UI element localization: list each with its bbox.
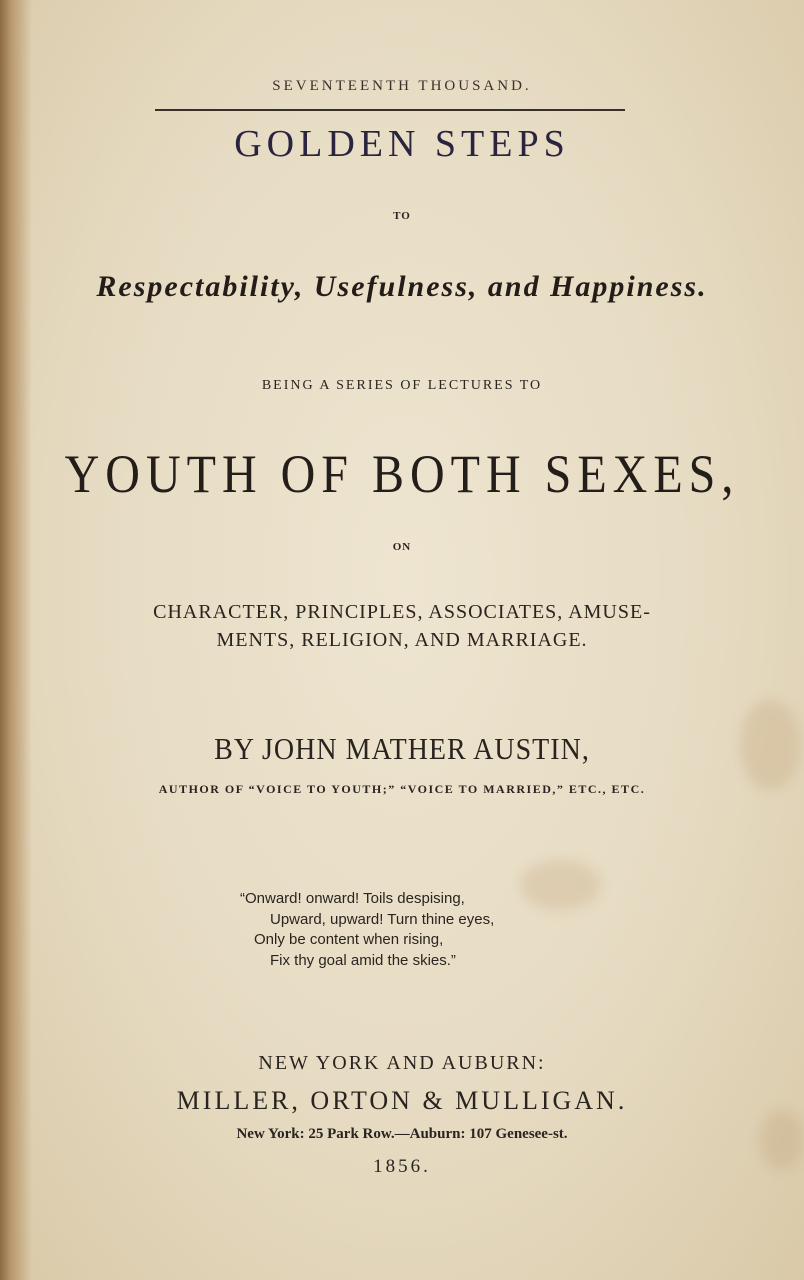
epigraph-line: Only be content when rising,	[254, 931, 444, 948]
subtitle-blackletter: Respectability, Usefulness, and Happiness.	[96, 270, 708, 303]
imprint-place: NEW YORK AND AUBURN:	[258, 1052, 546, 1074]
epigraph-line: “Onward! onward! Toils despising,	[240, 890, 465, 907]
author-works-line: AUTHOR OF “VOICE TO YOUTH;” “VOICE TO MARRIED,” ETC., ETC.	[158, 782, 646, 796]
imprint-address: New York: 25 Park Row.—Auburn: 107 Genesee-st.	[236, 1126, 568, 1142]
imprint-publisher: MILLER, ORTON & MULLIGAN.	[176, 1086, 628, 1115]
audience-line: YOUTH OF BOTH SEXES,	[64, 445, 740, 505]
topics-line-1: CHARACTER, PRINCIPLES, ASSOCIATES, AMUSE-	[153, 601, 651, 623]
epigraph-line: Fix thy goal amid the skies.”	[270, 951, 456, 969]
epigraph	[240, 889, 560, 971]
series-line: BEING A SERIES OF LECTURES TO	[261, 378, 543, 393]
author-line: BY JOHN MATHER AUSTIN,	[214, 733, 590, 767]
connector-on: ON	[392, 541, 412, 553]
book-title: GOLDEN STEPS	[234, 123, 570, 165]
connector-to: TO	[393, 210, 411, 222]
epigraph-line: Upward, upward! Turn thine eyes,	[270, 910, 495, 928]
title-rule	[155, 109, 625, 111]
topics-line-2: MENTS, RELIGION, AND MARRIAGE.	[216, 629, 588, 651]
edition-line: SEVENTEENTH THOUSAND.	[272, 78, 532, 94]
imprint-year: 1856.	[373, 1156, 431, 1177]
